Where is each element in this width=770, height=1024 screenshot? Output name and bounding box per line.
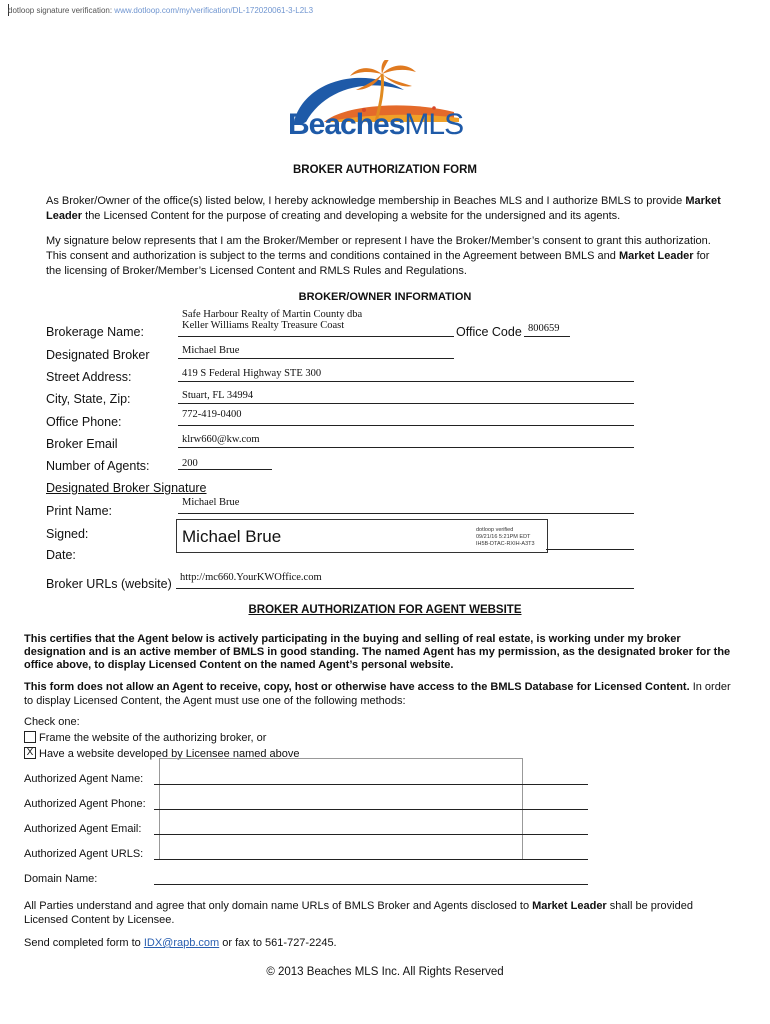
access-rest: In order to display Licensed Content, the Agent must use one of the following methods:: [24, 681, 731, 707]
print-name-value[interactable]: Michael Brue: [182, 497, 240, 508]
option-frame-checkbox[interactable]: [24, 731, 36, 743]
send-form-line: [24, 937, 337, 949]
agree-c: shall be provided Licensed Content by Licensee.: [24, 900, 693, 926]
intro-paragraph-1: [46, 194, 726, 224]
intro-1a: As Broker/Owner of the office(s) listed below, I hereby acknowledge membership in Beaches MLS and I authorize BMLS to provide: [46, 195, 683, 207]
dotloop-verified-stamp: dotloop verified 09/21/16 5:21PM EDT IH5B-DTAC-RXIH-A3T3: [476, 527, 535, 547]
designated-broker-value[interactable]: Michael Brue: [182, 345, 240, 356]
street-address-value[interactable]: 419 S Federal Highway STE 300: [182, 368, 322, 379]
dotloop-verification: [8, 6, 313, 15]
number-of-agents-label: Number of Agents:: [46, 459, 150, 473]
number-of-agents-underline: [178, 469, 272, 470]
market-leader-3: Market Leader: [532, 900, 607, 912]
agent-name-label: Authorized Agent Name:: [24, 773, 144, 785]
street-address-label: Street Address:: [46, 370, 132, 384]
broker-email-label: Broker Email: [46, 437, 118, 451]
agent-phone-label: Authorized Agent Phone:: [24, 798, 146, 810]
domain-name-label: Domain Name:: [24, 873, 98, 885]
designated-broker-signature-heading: Designated Broker Signature: [46, 481, 207, 495]
check-one-label: Check one:: [24, 716, 80, 728]
form-title: BROKER AUTHORIZATION FORM: [293, 164, 477, 176]
agree-a: All Parties understand and agree that only domain name URLs of BMLS Broker and Agents disclosed to: [24, 900, 533, 912]
agent-phone-underline[interactable]: [154, 809, 588, 810]
signature-value: Michael Brue: [182, 527, 282, 546]
number-of-agents-value[interactable]: 200: [182, 458, 198, 469]
idx-email-link[interactable]: IDX@rapb.com: [143, 937, 220, 949]
intro-1c: the Licensed Content for the purpose of creating and developing a website for the undersigned and its agents.: [82, 210, 621, 222]
brand-wordmark: [288, 108, 463, 142]
broker-email-underline: [178, 447, 634, 448]
broker-email-value[interactable]: klrw660@kw.com: [182, 434, 260, 445]
access-bold: This form does not allow an Agent to receive, copy, host or otherwise have access to the BMLS Database for Licensed Content.: [24, 681, 690, 693]
agent-email-label: Authorized Agent Email:: [24, 823, 142, 835]
signed-label: Signed:: [46, 527, 89, 541]
office-code-value[interactable]: 800659: [528, 323, 560, 334]
agreement-paragraph: [24, 899, 736, 927]
verification-link[interactable]: www.dotloop.com/my/verification/DL-172020061-3-L2L3: [114, 6, 314, 15]
brokerage-underline: [178, 336, 454, 337]
city-state-zip-underline: [178, 403, 634, 404]
verification-prefix: dotloop signature verification:: [8, 6, 113, 15]
option-website-checkbox[interactable]: X: [24, 747, 36, 759]
beaches-mls-logo: [284, 60, 484, 160]
office-phone-value[interactable]: 772-419-0400: [182, 409, 242, 420]
print-name-label: Print Name:: [46, 504, 112, 518]
designated-broker-underline: [178, 358, 454, 359]
intro-2c: for the licensing of Broker/Member’s Licensed Content and RMLS Rules and Regulations.: [46, 250, 710, 277]
agent-urls-underline[interactable]: [154, 859, 588, 860]
office-phone-label: Office Phone:: [46, 415, 122, 429]
access-paragraph: [24, 680, 736, 708]
agent-website-heading: BROKER AUTHORIZATION FOR AGENT WEBSITE: [248, 604, 522, 616]
option-frame-label: Frame the website of the authorizing broker, or: [39, 732, 267, 744]
agent-urls-label: Authorized Agent URLS:: [24, 848, 144, 860]
broker-urls-underline: [176, 588, 634, 589]
copyright-footer: © 2013 Beaches MLS Inc. All Rights Reserved: [266, 966, 504, 978]
agent-email-underline[interactable]: [154, 834, 588, 835]
certify-paragraph: This certifies that the Agent below is actively participating in the buying and selling of real estate, is working under my broker designation and is an active member of BMLS in good standing. The named Agent has my permission, as the designated broker for the office above, to display Licensed Content on the named Agent’s personal website.: [24, 633, 731, 671]
send-a: Send completed form to: [24, 937, 144, 949]
brokerage-value-line2[interactable]: Keller Williams Realty Treasure Coast: [182, 320, 345, 331]
signed-underline: [546, 549, 634, 550]
broker-owner-heading: BROKER/OWNER INFORMATION: [298, 291, 472, 303]
street-address-underline: [178, 381, 634, 382]
brand-suffix: MLS: [404, 108, 464, 141]
office-phone-underline: [178, 425, 634, 426]
send-c: or fax to 561-727-2245.: [219, 937, 337, 949]
city-state-zip-value[interactable]: Stuart, FL 34994: [182, 390, 254, 401]
office-code-label: Office Code: [456, 325, 522, 339]
broker-urls-label: Broker URLs (website): [46, 577, 172, 591]
office-code-underline: [524, 336, 570, 337]
market-leader-1: Market Leader: [46, 195, 721, 222]
broker-urls-value[interactable]: http://mc660.YourKWOffice.com: [180, 572, 322, 583]
domain-name-underline[interactable]: [154, 884, 588, 885]
city-state-zip-label: City, State, Zip:: [46, 392, 131, 406]
agent-name-underline[interactable]: [154, 784, 588, 785]
intro-2a: My signature below represents that I am the Broker/Member or represent I have the Broker/Member’s consent to grant this authorization. This consent and authorization is subject to the terms and conditions contained in the Agreement between BMLS and: [46, 235, 711, 262]
intro-paragraph-2: [46, 234, 726, 279]
brokerage-value-line1[interactable]: Safe Harbour Realty of Martin County dba: [182, 309, 363, 320]
market-leader-2: Market Leader: [618, 250, 694, 262]
designated-broker-label: Designated Broker: [46, 348, 150, 362]
brand-main: Beaches: [288, 108, 405, 141]
option-website-label: Have a website developed by Licensee named above: [39, 748, 300, 760]
brokerage-label: Brokerage Name:: [46, 325, 144, 339]
date-label: Date:: [46, 548, 76, 562]
print-name-underline: [178, 513, 634, 514]
